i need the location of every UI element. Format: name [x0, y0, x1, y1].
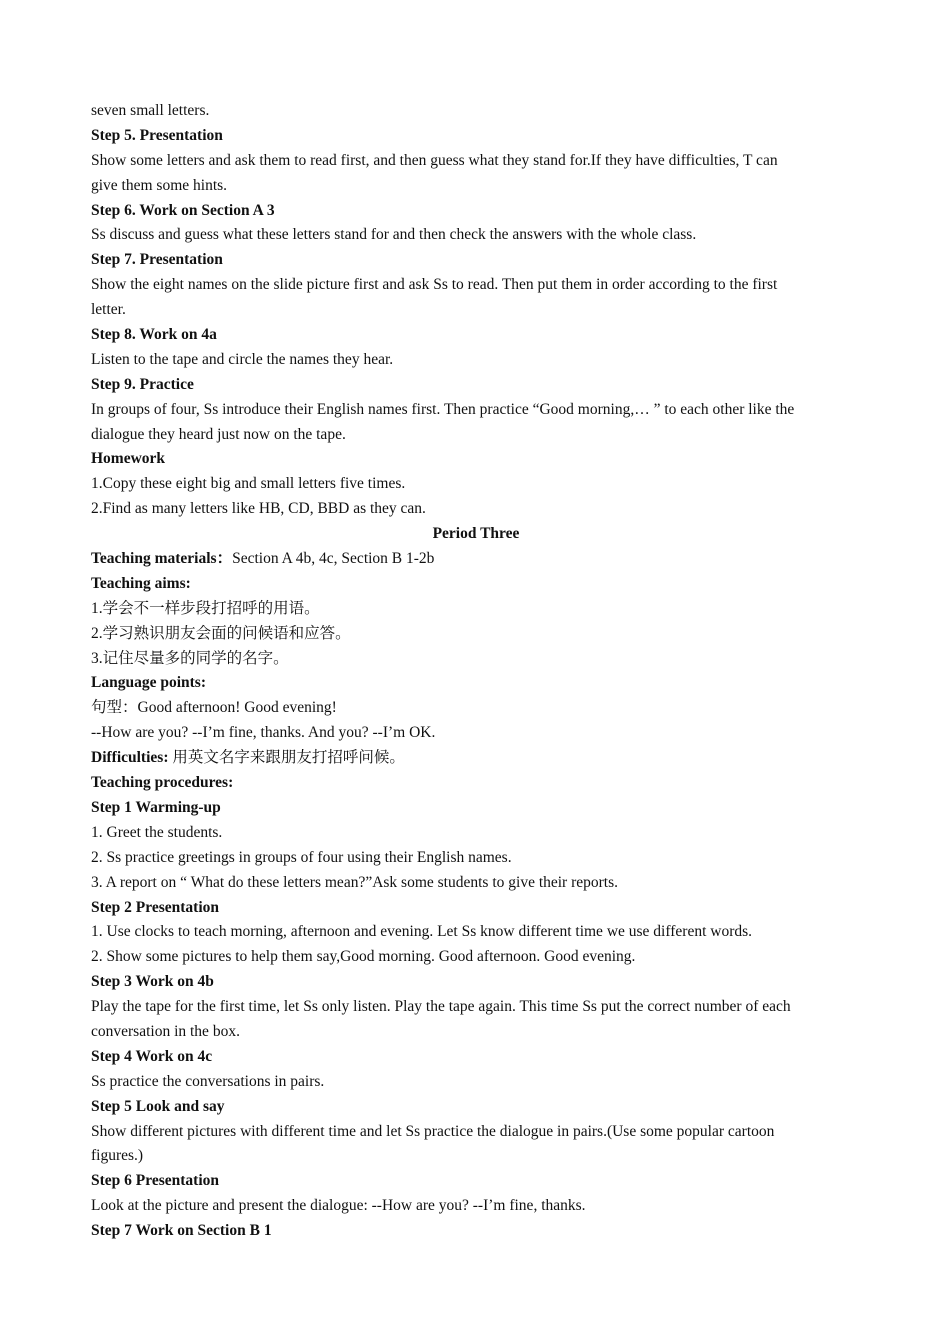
body-text: give them some hints.: [91, 176, 228, 194]
body-text: Listen to the tape and circle the names they hear.: [91, 350, 394, 368]
body-text: Look at the picture and present the dialogue: --How are you? --I’m fine, thanks.: [91, 1197, 586, 1215]
step-heading: Step 6 Presentation: [91, 1172, 220, 1190]
body-text: 2. Ss practice greetings in groups of four using their English names.: [91, 848, 512, 866]
body-text: letter.: [91, 301, 126, 319]
body-text: --How are you? --I’m fine, thanks. And you? --I’m OK.: [91, 724, 436, 742]
body-text: In groups of four, Ss introduce their English names first. Then practice “Good morning,… ” to each other like the: [91, 400, 795, 418]
body-text: 1. Greet the students.: [91, 823, 223, 841]
body-text: Show the eight names on the slide picture first and ask Ss to read. Then put them in order according to the first: [91, 276, 778, 294]
label-text: Teaching materials：: [91, 550, 233, 568]
step-heading: Step 9. Practice: [91, 375, 194, 393]
body-text: Ss discuss and guess what these letters stand for and then check the answers with the whole class.: [91, 226, 697, 244]
step-heading: Step 6. Work on Section A 3: [91, 201, 275, 219]
teaching-materials: [91, 547, 861, 572]
step-heading: Step 1 Warming-up: [91, 798, 221, 816]
period-title: Period Three: [432, 525, 520, 543]
body-text: Play the tape for the first time, let Ss only listen. Play the tape again. This time Ss put the correct number of each: [91, 998, 791, 1016]
section-heading: Homework: [91, 450, 166, 468]
body-text: 2.Find as many letters like HB, CD, BBD as they can.: [91, 500, 426, 518]
body-text: 句型：Good afternoon! Good evening!: [91, 699, 337, 717]
body-text: Ss practice the conversations in pairs.: [91, 1072, 325, 1090]
difficulties: [91, 746, 861, 771]
body-text: dialogue they heard just now on the tape.: [91, 425, 346, 443]
body-text: 1.Copy these eight big and small letters five times.: [91, 475, 406, 493]
body-text: Section A 4b, 4c, Section B 1-2b: [232, 550, 435, 568]
step-heading: Step 3 Work on 4b: [91, 973, 214, 991]
section-heading: Teaching aims:: [91, 574, 191, 592]
step-heading: Step 8. Work on 4a: [91, 326, 217, 344]
body-text: Show some letters and ask them to read first, and then guess what they stand for.If they have difficulties, T can: [91, 151, 778, 169]
body-text: 用英文名字来跟朋友打招呼问候。: [168, 749, 405, 767]
body-text: figures.): [91, 1147, 144, 1165]
body-text: 2.学习熟识朋友会面的问候语和应答。: [91, 624, 351, 642]
body-text: 1.学会不一样步段打招呼的用语。: [91, 599, 320, 617]
document-page: [91, 99, 861, 1244]
section-heading: Teaching procedures:: [91, 774, 234, 792]
body-text: 3.记住尽量多的同学的名字。: [91, 649, 289, 667]
step-heading: Step 4 Work on 4c: [91, 1047, 213, 1065]
body-text: 2. Show some pictures to help them say,Good morning. Good afternoon. Good evening.: [91, 948, 636, 966]
body-text: 1. Use clocks to teach morning, afternoon and evening. Let Ss know different time we use different words.: [91, 923, 753, 941]
body-text: Show different pictures with different time and let Ss practice the dialogue in pairs.(Use some popular cartoon: [91, 1122, 775, 1140]
step-heading: Step 5. Presentation: [91, 126, 223, 144]
body-text: conversation in the box.: [91, 1022, 240, 1040]
step-heading: Step 5 Look and say: [91, 1097, 225, 1115]
step-heading: Step 2 Presentation: [91, 898, 220, 916]
body-text: 3. A report on “ What do these letters mean?”Ask some students to give their reports.: [91, 873, 619, 891]
body-text: seven small letters.: [91, 102, 210, 119]
step-heading: Step 7. Presentation: [91, 251, 223, 269]
label-text: Difficulties:: [91, 749, 169, 767]
step-heading: Step 7 Work on Section B 1: [91, 1222, 272, 1240]
section-heading: Language points:: [91, 674, 206, 692]
